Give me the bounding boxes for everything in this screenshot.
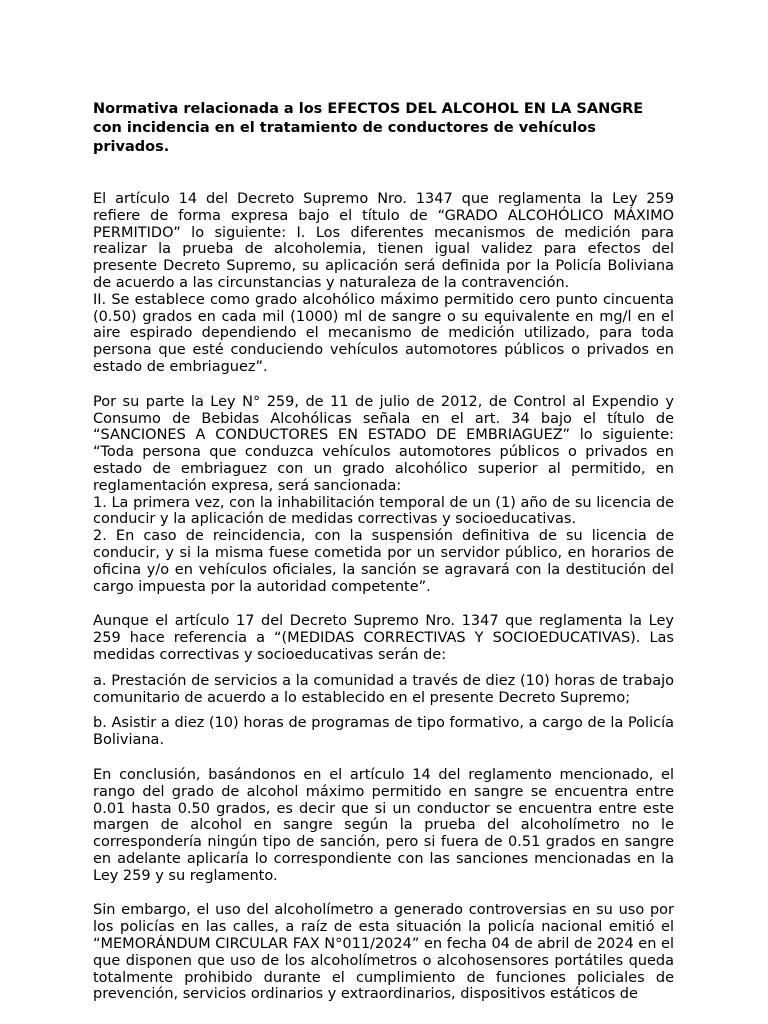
paragraph-conclusion: En conclusión, basándonos en el artículo 14 del reglamento mencionado, el rango del grado de alcohol máximo permitido en sangre se encuentra entre 0.01 hasta 0.50 grados, es decir que si un conductor se encuentra entre este margen de alcohol en sangre según la prueba del alcoholímetro no le correspondería ningún tipo de sanción, pero si fuera de 0.51 grados en sangre en adelante aplicaría lo correspondiente con las sanciones mencionadas en la Ley 259 y su reglamento. — [93, 766, 674, 884]
paragraph-ley-259: Por su parte la Ley N° 259, de 11 de julio de 2012, de Control al Expendio y Consumo de Bebidas Alcohólicas señala en el art. 34 bajo el título de “SANCIONES A CONDUCTORES EN ESTADO DE EMBRIAGUEZ” lo siguiente: “Toda persona que conduzca vehículos automotores públicos o privados en estado de embriaguez con un grado alcohólico superior al permitido, en reglamentación expresa, será sancionada: 1. La primera vez, con la inhabilitación temporal de un (1) año de su licencia de conducir y la aplicación de medidas correctivas y socioeducativas. 2. En caso de reincidencia, con la suspensión definitiva de su licencia de conducir, y si la misma fuese cometida por un servidor público, en horarios de oficina y/o en vehículos oficiales, la sanción se agravará con la destitución del cargo impuesta por la autoridad competente”. — [93, 393, 674, 595]
document-page — [93, 100, 674, 1021]
paragraph-article-14: El artículo 14 del Decreto Supremo Nro. 1347 que reglamenta la Ley 259 refiere de forma expresa bajo el título de “GRADO ALCOHÓLICO MÁXIMO PERMITIDO” lo siguiente: I. Los diferentes mecanismos de medición para realizar la prueba de alcoholemia, tienen igual validez para efectos del presente Decreto Supremo, su aplicación será definida por la Policía Boliviana de acuerdo a las circunstancias y naturaleza de la contravención. II. Se establece como grado alcohólico máximo permitido cero punto cincuenta (0.50) grados en cada mil (1000) ml de sangre o su equivalente en mg/l en el aire espirado dependiendo el mecanismo de medición utilizado, para toda persona que esté conduciendo vehículos automotores públicos o privados en estado de embriaguez”. — [93, 191, 674, 375]
paragraph-memorandum: Sin embargo, el uso del alcoholímetro a generado controversias en su uso por los policías en las calles, a raíz de esta situación la policía nacional emitió el “MEMORÁNDUM CIRCULAR FAX N°011/2024” en fecha 04 de abril de 2024 en el que disponen que uso de los alcoholímetros o alcohosensores portátiles queda totalmente prohibido durante el cumplimiento de funciones policiales de prevención, servicios ordinarios y extraordinarios, dispositivos estáticos de — [93, 902, 674, 1003]
document-title: Normativa relacionada a los EFECTOS DEL ALCOHOL EN LA SANGRE con incidencia en el tratamiento de conductores de vehículos privados. — [93, 101, 644, 155]
paragraph-measure-a: a. Prestación de servicios a la comunidad a través de diez (10) horas de trabajo comunitario de acuerdo a lo establecido en el presente Decreto Supremo; — [93, 672, 674, 706]
paragraph-article-17: Aunque el artículo 17 del Decreto Supremo Nro. 1347 que reglamenta la Ley 259 hace referencia a “(MEDIDAS CORRECTIVAS Y SOCIOEDUCATIVAS). Las medidas correctivas y socioeducativas serán de: — [93, 613, 674, 663]
paragraph-measure-b: b. Asistir a diez (10) horas de programas de tipo formativo, a cargo de la Policía Boliviana. — [93, 715, 674, 749]
